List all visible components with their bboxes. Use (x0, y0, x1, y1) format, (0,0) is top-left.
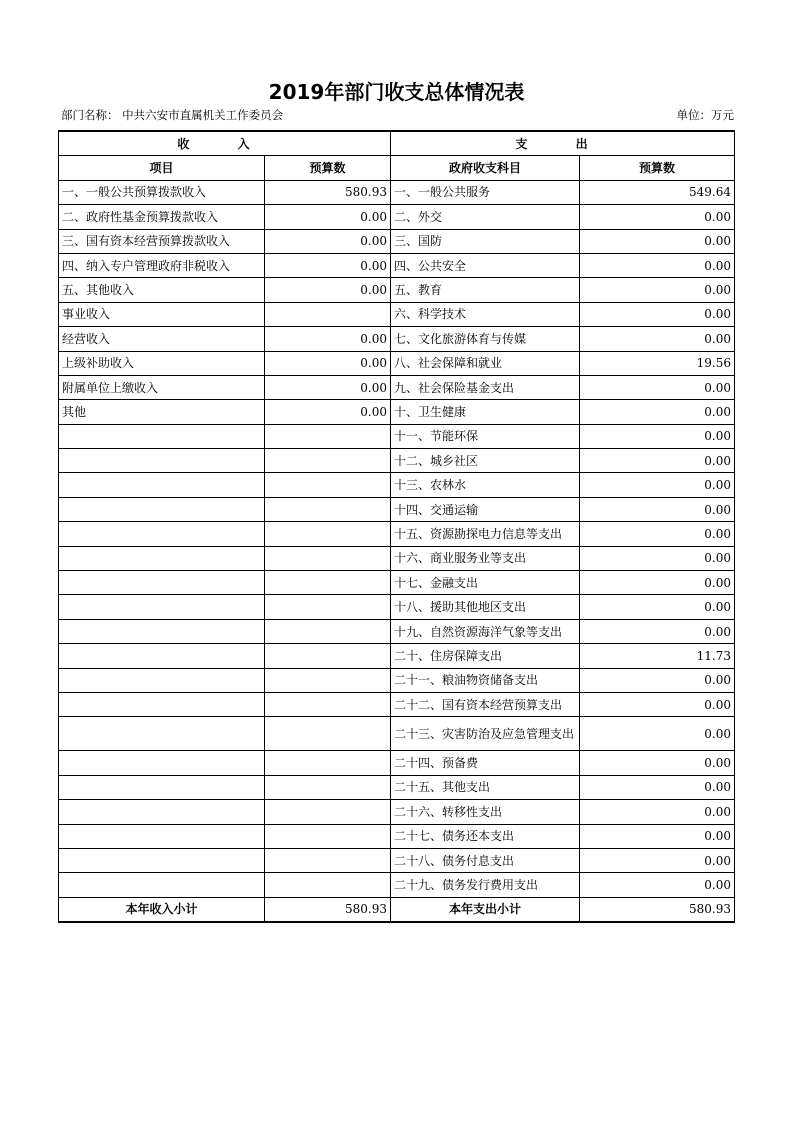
income-item-cell: 一、一般公共预算拨款收入 (59, 180, 265, 204)
expense-budget-cell: 0.00 (580, 253, 735, 277)
table-row (59, 205, 735, 229)
expense-section-header: 支 出 (391, 131, 735, 156)
expense-subject-cell: 十一、节能环保 (391, 424, 580, 448)
expense-subject-cell: 十六、商业服务业等支出 (391, 546, 580, 570)
column-header-budget-expense: 预算数 (580, 156, 735, 180)
income-item-cell: 四、纳入专户管理政府非税收入 (59, 253, 265, 277)
income-budget-cell (265, 848, 391, 872)
expense-budget-cell: 0.00 (580, 546, 735, 570)
expense-total-value: 580.93 (580, 897, 735, 922)
page-title: 2019年部门收支总体情况表 (268, 80, 525, 104)
income-budget-cell: 0.00 (265, 351, 391, 375)
table-row (59, 775, 735, 799)
income-item-cell (59, 717, 265, 751)
income-item-cell (59, 644, 265, 668)
expense-subject-cell: 二十一、粮油物资储备支出 (391, 668, 580, 692)
expense-budget-cell: 0.00 (580, 775, 735, 799)
expense-budget-cell: 0.00 (580, 848, 735, 872)
expense-subject-cell: 十九、自然资源海洋气象等支出 (391, 619, 580, 643)
income-budget-cell (265, 717, 391, 751)
income-total-label: 本年收入小计 (59, 897, 265, 922)
income-item-cell: 上级补助收入 (59, 351, 265, 375)
expense-subject-cell: 二十二、国有资本经营预算支出 (391, 692, 580, 716)
income-total-value: 580.93 (265, 897, 391, 922)
income-item-cell (59, 848, 265, 872)
expense-subject-cell: 一、一般公共服务 (391, 180, 580, 204)
expense-budget-cell: 0.00 (580, 595, 735, 619)
table-row (59, 375, 735, 399)
column-header-subject: 政府收支科目 (391, 156, 580, 180)
expense-budget-cell: 0.00 (580, 824, 735, 848)
expense-subject-cell: 二十六、转移性支出 (391, 800, 580, 824)
expense-budget-cell: 0.00 (580, 473, 735, 497)
table-row (59, 824, 735, 848)
department-name: 部门名称： 中共六安市直属机关工作委员会 (61, 108, 284, 122)
income-item-cell (59, 873, 265, 897)
table-row (59, 595, 735, 619)
table-row (59, 873, 735, 897)
income-budget-cell: 0.00 (265, 327, 391, 351)
table-row (59, 751, 735, 775)
income-item-cell (59, 692, 265, 716)
table-row (59, 644, 735, 668)
income-budget-cell: 0.00 (265, 205, 391, 229)
income-budget-cell (265, 800, 391, 824)
income-item-cell (59, 522, 265, 546)
expense-budget-cell: 0.00 (580, 278, 735, 302)
expense-subject-cell: 十四、交通运输 (391, 497, 580, 521)
income-item-cell (59, 668, 265, 692)
table-row (59, 497, 735, 521)
expense-budget-cell: 0.00 (580, 751, 735, 775)
income-item-cell (59, 595, 265, 619)
expense-budget-cell: 549.64 (580, 180, 735, 204)
income-budget-cell (265, 873, 391, 897)
expense-budget-cell: 0.00 (580, 692, 735, 716)
expense-budget-cell: 11.73 (580, 644, 735, 668)
expense-budget-cell: 0.00 (580, 205, 735, 229)
income-budget-cell (265, 424, 391, 448)
expense-budget-cell: 0.00 (580, 522, 735, 546)
expense-subject-cell: 六、科学技术 (391, 302, 580, 326)
column-header-budget: 预算数 (265, 156, 391, 180)
expense-subject-cell: 十、卫生健康 (391, 400, 580, 424)
expense-subject-cell: 二十、住房保障支出 (391, 644, 580, 668)
expense-subject-cell: 八、社会保障和就业 (391, 351, 580, 375)
table-row (59, 717, 735, 751)
totals-row (59, 897, 735, 922)
table-row (59, 302, 735, 326)
column-header-row (59, 156, 735, 180)
income-item-cell (59, 775, 265, 799)
income-budget-cell (265, 751, 391, 775)
income-item-cell (59, 546, 265, 570)
table-row (59, 546, 735, 570)
income-budget-cell (265, 595, 391, 619)
income-budget-cell (265, 571, 391, 595)
table-row (59, 800, 735, 824)
table-row (59, 253, 735, 277)
income-budget-cell (265, 522, 391, 546)
budget-table (58, 130, 735, 923)
income-item-cell: 其他 (59, 400, 265, 424)
income-budget-cell: 0.00 (265, 229, 391, 253)
expense-budget-cell: 0.00 (580, 400, 735, 424)
budget-table-body (59, 131, 735, 922)
income-budget-cell: 0.00 (265, 278, 391, 302)
expense-budget-cell: 19.56 (580, 351, 735, 375)
income-budget-cell: 580.93 (265, 180, 391, 204)
expense-total-label: 本年支出小计 (391, 897, 580, 922)
expense-subject-cell: 十二、城乡社区 (391, 449, 580, 473)
expense-budget-cell: 0.00 (580, 449, 735, 473)
expense-budget-cell: 0.00 (580, 717, 735, 751)
expense-budget-cell: 0.00 (580, 497, 735, 521)
income-item-cell: 三、国有资本经营预算拨款收入 (59, 229, 265, 253)
expense-budget-cell: 0.00 (580, 873, 735, 897)
table-row (59, 571, 735, 595)
income-budget-cell (265, 449, 391, 473)
income-item-cell (59, 449, 265, 473)
income-item-cell (59, 800, 265, 824)
income-budget-cell (265, 546, 391, 570)
section-header-row (59, 131, 735, 156)
expense-budget-cell: 0.00 (580, 619, 735, 643)
expense-subject-cell: 三、国防 (391, 229, 580, 253)
expense-subject-cell: 十五、资源勘探电力信息等支出 (391, 522, 580, 546)
expense-subject-cell: 四、公共安全 (391, 253, 580, 277)
expense-subject-cell: 九、社会保险基金支出 (391, 375, 580, 399)
expense-subject-cell: 二十七、债务还本支出 (391, 824, 580, 848)
table-row (59, 278, 735, 302)
income-budget-cell (265, 497, 391, 521)
income-budget-cell (265, 668, 391, 692)
expense-subject-cell: 十八、援助其他地区支出 (391, 595, 580, 619)
expense-budget-cell: 0.00 (580, 302, 735, 326)
expense-budget-cell: 0.00 (580, 668, 735, 692)
income-item-cell (59, 619, 265, 643)
income-item-cell: 五、其他收入 (59, 278, 265, 302)
income-budget-cell: 0.00 (265, 375, 391, 399)
income-budget-cell (265, 302, 391, 326)
income-item-cell (59, 424, 265, 448)
expense-budget-cell: 0.00 (580, 375, 735, 399)
income-item-cell (59, 824, 265, 848)
table-row (59, 400, 735, 424)
expense-subject-cell: 二、外交 (391, 205, 580, 229)
table-row (59, 351, 735, 375)
income-item-cell: 事业收入 (59, 302, 265, 326)
expense-subject-cell: 十三、农林水 (391, 473, 580, 497)
table-row (59, 848, 735, 872)
income-item-cell (59, 751, 265, 775)
income-budget-cell (265, 775, 391, 799)
table-row (59, 668, 735, 692)
expense-subject-cell: 二十八、债务付息支出 (391, 848, 580, 872)
income-budget-cell (265, 692, 391, 716)
income-item-cell: 经营收入 (59, 327, 265, 351)
expense-subject-cell: 二十四、预备费 (391, 751, 580, 775)
table-row (59, 229, 735, 253)
expense-subject-cell: 十七、金融支出 (391, 571, 580, 595)
income-budget-cell (265, 644, 391, 668)
table-row (59, 619, 735, 643)
expense-subject-cell: 二十五、其他支出 (391, 775, 580, 799)
expense-subject-cell: 二十九、债务发行费用支出 (391, 873, 580, 897)
table-row (59, 424, 735, 448)
income-item-cell: 二、政府性基金预算拨款收入 (59, 205, 265, 229)
expense-budget-cell: 0.00 (580, 571, 735, 595)
income-budget-cell (265, 619, 391, 643)
expense-budget-cell: 0.00 (580, 800, 735, 824)
unit-label: 单位：万元 (676, 108, 734, 122)
expense-subject-cell: 五、教育 (391, 278, 580, 302)
income-budget-cell: 0.00 (265, 400, 391, 424)
income-item-cell (59, 497, 265, 521)
table-row (59, 522, 735, 546)
income-item-cell (59, 571, 265, 595)
income-budget-cell: 0.00 (265, 253, 391, 277)
table-row (59, 473, 735, 497)
table-row (59, 692, 735, 716)
table-row (59, 449, 735, 473)
expense-budget-cell: 0.00 (580, 327, 735, 351)
expense-subject-cell: 七、文化旅游体育与传媒 (391, 327, 580, 351)
column-header-item: 项目 (59, 156, 265, 180)
table-row (59, 327, 735, 351)
expense-budget-cell: 0.00 (580, 229, 735, 253)
expense-subject-cell: 二十三、灾害防治及应急管理支出 (391, 717, 580, 751)
income-section-header: 收 入 (59, 131, 391, 156)
income-item-cell (59, 473, 265, 497)
table-row (59, 180, 735, 204)
income-item-cell: 附属单位上缴收入 (59, 375, 265, 399)
expense-budget-cell: 0.00 (580, 424, 735, 448)
income-budget-cell (265, 473, 391, 497)
income-budget-cell (265, 824, 391, 848)
